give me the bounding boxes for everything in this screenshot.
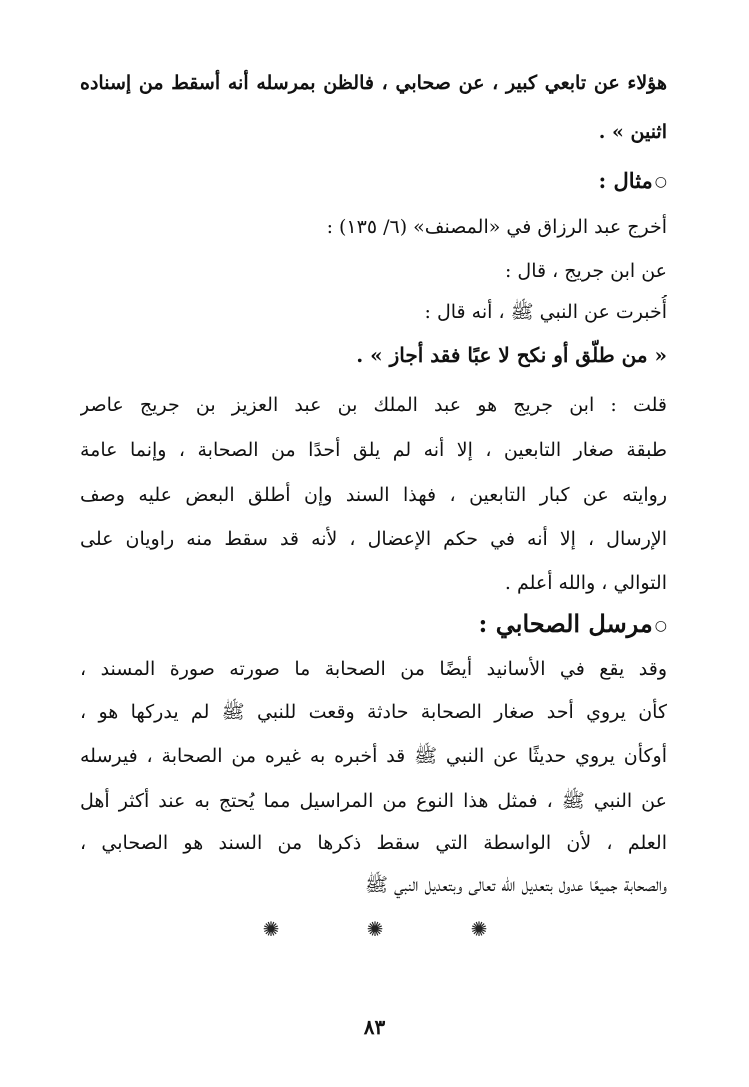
section-heading-text: مرسل الصحابي :: [478, 609, 653, 638]
text-line-17: والصحابة جميعًا عدول بتعديل الله تعالى وبتعديل النبي ﷺ: [364, 874, 667, 896]
text-line-9: روايته عن كبار التابعين ، فهذا السند وإن أطلق البعض عليه وصف: [80, 484, 667, 506]
text-line-11: التوالي ، والله أعلم .: [504, 572, 667, 594]
text-line-16: العلم ، لأن الواسطة التي سقط ذكرها من السند هو الصحابي ،: [80, 832, 667, 854]
text-line-2: اثنين » .: [598, 121, 667, 143]
text-line-8: طبقة صغار التابعين ، إلا أنه لم يلق أحدًا من الصحابة ، وإنما عامة: [80, 439, 667, 461]
text-line-7: قلت : ابن جريج هو عبد الملك بن عبد العزيز بن جريج عاصر: [80, 394, 667, 416]
text-line-14: أوكأن يروي حديثًا عن النبي ﷺ قد أخبره به غيره من الصحابة ، فيرسله: [80, 745, 667, 767]
text-line-5: أُخبرت عن النبي ﷺ ، أنه قال :: [424, 301, 667, 323]
section-heading: [80, 605, 667, 643]
heading-bullet-icon: ○: [654, 174, 667, 190]
section-divider: [260, 918, 490, 944]
text-line-4: عن ابن جريج ، قال :: [504, 260, 667, 282]
ornament-icon: ✺: [366, 917, 384, 941]
text-line-1: هؤلاء عن تابعي كبير ، عن صحابي ، فالظن بمرسله أنه أسقط من إسناده: [80, 72, 667, 94]
ornament-icon: ✺: [262, 917, 280, 941]
hadith-quote: « من طلّق أو نكح لا عبًا فقد أجاز » .: [356, 343, 667, 367]
text-line-10: الإرسال ، إلا أنه في حكم الإعضال ، لأنه قد سقط منه راويان على: [80, 528, 667, 550]
page-number: ٨٣: [363, 1015, 386, 1039]
example-heading-text: مثال :: [598, 168, 653, 193]
example-heading: [80, 162, 667, 200]
text-line-12: وقد يقع في الأسانيد أيضًا من الصحابة ما صورته صورة المسند ،: [80, 658, 667, 680]
ornament-icon: ✺: [470, 917, 488, 941]
heading-bullet-icon: ○: [654, 618, 667, 634]
text-line-15: عن النبي ﷺ ، فمثل هذا النوع من المراسيل مما يُحتج به عند أكثر أهل: [80, 790, 667, 812]
text-line-3: أخرج عبد الرزاق في «المصنف» (٦/ ١٣٥) :: [326, 216, 667, 238]
text-line-13: كأن يروي أحد صغار الصحابة حادثة وقعت للنبي ﷺ لم يدركها هو ،: [80, 701, 667, 723]
